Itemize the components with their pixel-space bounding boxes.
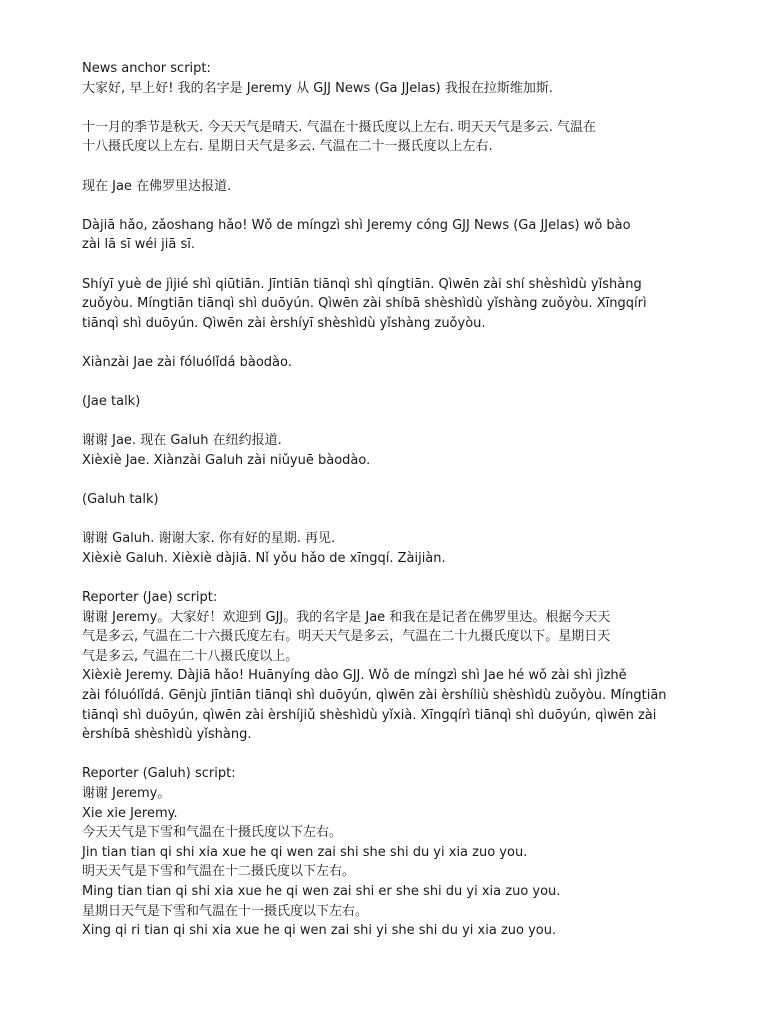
jae-talk-block (82, 392, 722, 412)
reporter-galuh-heading: Reporter (Galuh) script: (82, 766, 236, 782)
reporter-galuh-line: Ming tian tian qi shi xia xue he qi wen zai shi er she shi du yi xia zuo you. (82, 883, 561, 899)
anchor-weather-pinyin-line: zuǒyòu. Míngtiān tiānqì shì duōyún. Qìwēn zài shíbā shèshìdù yǐshàng zuǒyòu. Xīngqírì (82, 296, 647, 312)
reporter-jae-pinyin-line: èrshíbā shèshìdù yǐshàng. (82, 727, 252, 743)
thanks-galuh-block (82, 529, 722, 568)
anchor-weather-pinyin-line: tiānqì shì duōyún. Qìwēn zài èrshíyī shèshìdù yǐshàng zuǒyòu. (82, 315, 486, 331)
reporter-galuh-line: Jin tian tian qi shi xia xue he qi wen zai shi she shi du yi xia zuo you. (82, 844, 528, 860)
anchor-handoff-chinese: 现在 Jae 在佛罗里达报道. (82, 178, 232, 194)
document-page (82, 59, 722, 960)
reporter-galuh-line: 星期日天气是下雪和气温在十一摄氏度以下左右。 (82, 903, 369, 919)
reporter-jae-block (82, 588, 722, 745)
anchor-handoff-chinese-block (82, 177, 722, 197)
jae-talk-note: (Jae talk) (82, 394, 141, 410)
reporter-jae-pinyin-line: zài fóluólǐdá. Gēnjù jīntiān tiānqì shì duōyún, qìwēn zài èrshíliù shèshìdù zuǒyòu. Míngtiān (82, 688, 667, 703)
galuh-talk-note: (Galuh talk) (82, 492, 159, 508)
anchor-intro-pinyin-block (82, 216, 722, 255)
reporter-jae-chinese-line: 谢谢 Jeremy。大家好！欢迎到 GJJ。我的名字是 Jae 和我在是记者在佛罗里达。根据今天天 (82, 609, 611, 625)
reporter-jae-chinese-line: 气是多云, 气温在二十八摄氏度以上。 (82, 648, 299, 664)
galuh-talk-block (82, 490, 722, 510)
reporter-galuh-line: Xie xie Jeremy. (82, 805, 178, 821)
anchor-weather-pinyin-line: Shíyī yuè de jìjié shì qiūtiān. Jīntiān tiānqì shì qíngtiān. Qìwēn zài shí shèshìdù yǐshàng (82, 276, 642, 292)
anchor-intro-chinese: 大家好, 早上好! 我的名字是 Jeremy 从 GJJ News (Ga JJelas) 我报在拉斯维加斯. (82, 80, 553, 96)
anchor-script-heading: News anchor script: (82, 61, 211, 76)
thanks-jae-pinyin: Xièxiè Jae. Xiànzài Galuh zài niǔyuē bàodào. (82, 452, 371, 468)
thanks-jae-block (82, 431, 722, 470)
thanks-galuh-pinyin: Xièxiè Galuh. Xièxiè dàjiā. Nǐ yǒu hǎo de xīngqí. Zàijiàn. (82, 550, 446, 566)
reporter-jae-pinyin-line: Xièxiè Jeremy. Dàjiā hǎo! Huānyíng dào GJJ. Wǒ de míngzì shì Jae hé wǒ zài shì jìzhě (82, 668, 627, 684)
anchor-weather-pinyin-block (82, 275, 722, 334)
reporter-galuh-line: 谢谢 Jeremy。 (82, 785, 171, 801)
anchor-handoff-pinyin: Xiànzài Jae zài fóluólǐdá bàodào. (82, 354, 292, 370)
reporter-galuh-block (82, 764, 722, 940)
reporter-jae-pinyin-line: tiānqì shì duōyún, qìwēn zài èrshíjiǔ shèshìdù yǐxià. Xīngqírì tiānqì shì duōyún, qìwēn zài (82, 707, 657, 723)
anchor-handoff-pinyin-block (82, 353, 722, 373)
reporter-galuh-line: 明天天气是下雪和气温在十二摄氏度以下左右。 (82, 864, 356, 880)
anchor-weather-chinese-line: 十八摄氏度以上左右. 星期日天气是多云. 气温在二十一摄氏度以上左右. (82, 139, 493, 155)
thanks-galuh-chinese: 谢谢 Galuh. 谢谢大家. 你有好的星期. 再见. (82, 531, 336, 547)
reporter-jae-chinese-line: 气是多云, 气温在二十六摄氏度左右。明天天气是多云，气温在二十九摄氏度以下。星期日天 (82, 629, 611, 645)
thanks-jae-chinese: 谢谢 Jae. 现在 Galuh 在纽约报道. (82, 433, 282, 449)
anchor-weather-chinese-block (82, 118, 722, 157)
anchor-intro-block (82, 59, 722, 98)
anchor-weather-chinese-line: 十一月的季节是秋天. 今天天气是晴天. 气温在十摄氏度以上左右. 明天天气是多云. 气温在 (82, 119, 597, 135)
reporter-jae-heading: Reporter (Jae) script: (82, 590, 218, 606)
reporter-galuh-line: 今天天气是下雪和气温在十摄氏度以下左右。 (82, 825, 343, 841)
anchor-intro-pinyin-line: Dàjiā hǎo, zǎoshang hǎo! Wǒ de míngzì shì Jeremy cóng GJJ News (Ga JJelas) wǒ bào (82, 217, 631, 233)
reporter-galuh-line: Xing qi ri tian qi shi xia xue he qi wen zai shi yi she shi du yi xia zuo you. (82, 923, 557, 939)
anchor-intro-pinyin-line: zài lā sī wéi jiā sī. (82, 237, 195, 253)
